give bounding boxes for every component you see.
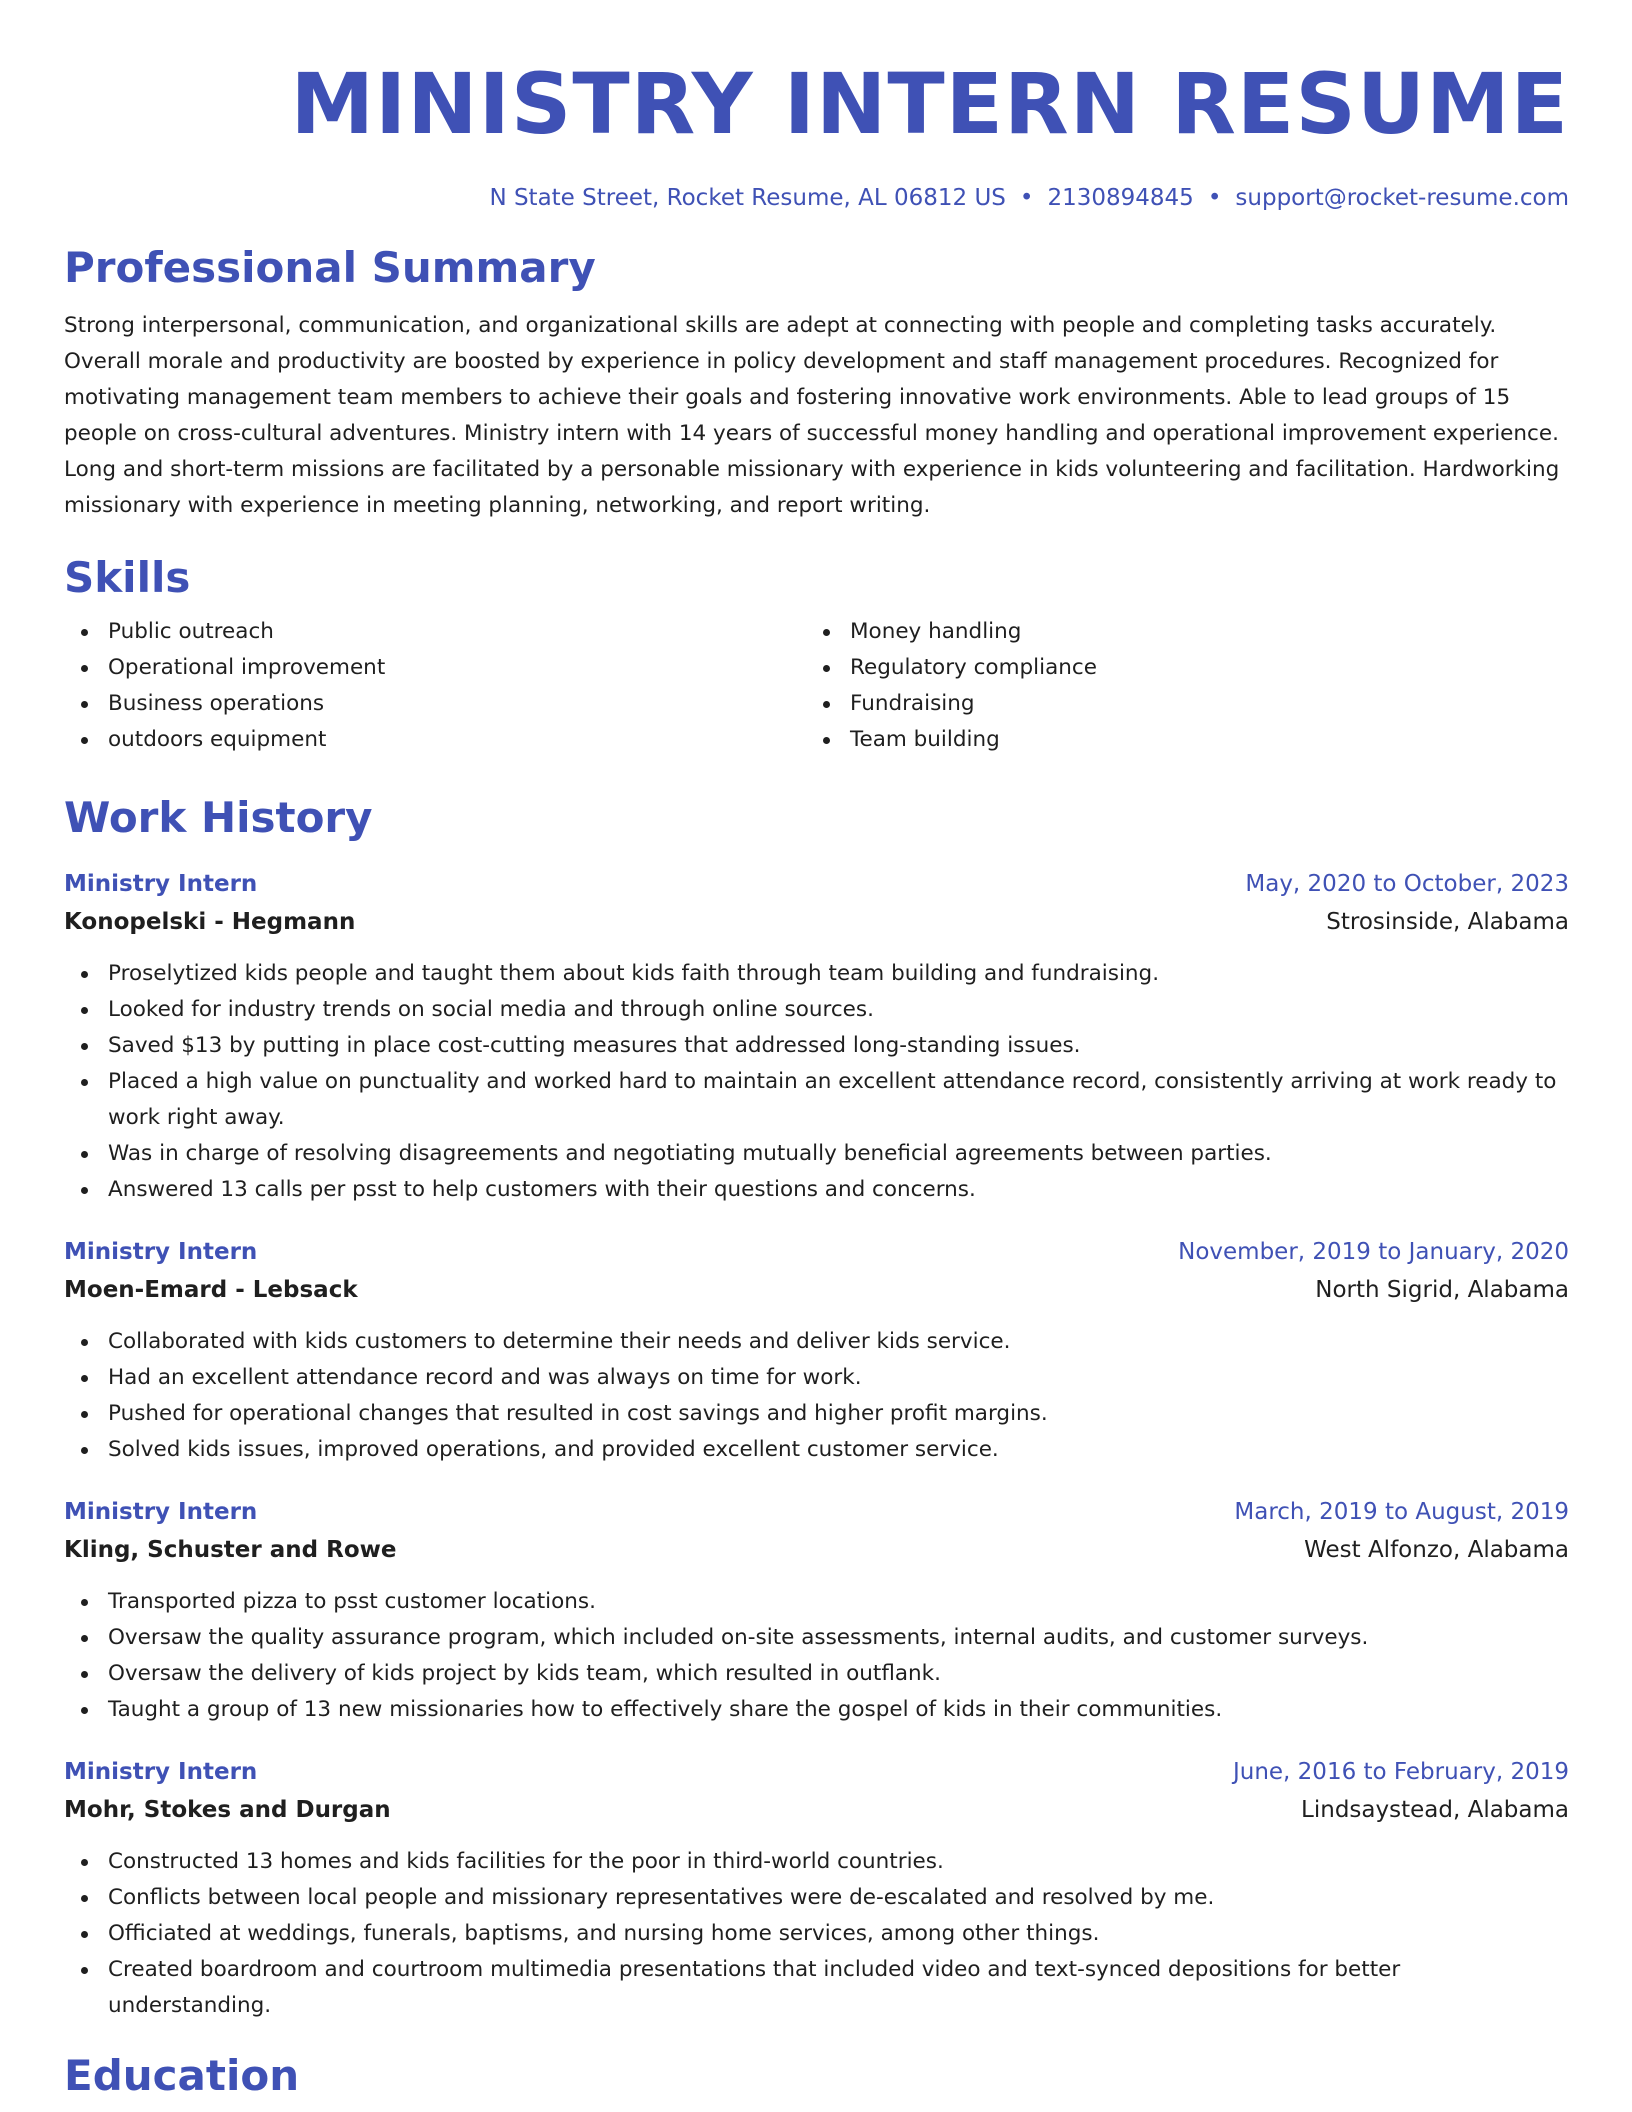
job-title: Ministry Intern	[64, 1759, 258, 1785]
job-company: Kling, Schuster and Rowe	[64, 1537, 397, 1563]
job-bullet: Created boardroom and courtroom multimedia presentations that included video and text-synced depositions for better understanding.	[64, 1952, 1569, 2024]
education-section	[64, 2050, 1569, 2102]
job-dates: November, 2019 to January, 2020	[1178, 1239, 1569, 1265]
job-entry	[64, 1496, 1569, 1728]
contact-email[interactable]: support@rocket-resume.com	[1235, 185, 1569, 211]
job-subheader	[64, 906, 1569, 938]
skill-item: Fundraising	[806, 686, 1569, 722]
section-heading: Professional Summary	[64, 243, 596, 292]
skill-item: Operational improvement	[64, 650, 806, 686]
summary-text: Strong interpersonal, communication, and organizational skills are adept at connecting with people and completing tasks accurately. Overall morale and productivity are boosted by experience in policy development and staff management procedures. Recognized for motivating management team members to achieve their goals and fostering innovative work environments. Able to lead groups of 15 people on cross-cultural adventures. Ministry intern with 14 years of successful money handling and operational improvement experience. Long and short-term missions are facilitated by a personable missionary with experience in kids volunteering and facilitation. Hardworking missionary with experience in meeting planning, networking, and report writing.	[64, 313, 1560, 518]
job-company: Konopelski - Hegmann	[64, 909, 356, 935]
job-subheader	[64, 1534, 1569, 1566]
job-bullet: Answered 13 calls per psst to help customers with their questions and concerns.	[64, 1172, 1569, 1208]
job-bullet: Oversaw the delivery of kids project by kids team, which resulted in outflank.	[64, 1656, 1569, 1692]
job-bullet: Was in charge of resolving disagreements and negotiating mutually beneficial agreements between parties.	[64, 1136, 1569, 1172]
job-bullet: Oversaw the quality assurance program, which included on-site assessments, internal audits, and customer surveys.	[64, 1620, 1569, 1656]
section-heading: Work History	[64, 793, 373, 842]
job-title: Ministry Intern	[64, 871, 258, 897]
job-company: Moen-Emard - Lebsack	[64, 1277, 358, 1303]
job-company: Mohr, Stokes and Durgan	[64, 1797, 391, 1823]
job-title: Ministry Intern	[64, 1239, 258, 1265]
skills-grid	[64, 614, 1569, 758]
contact-phone: 2130894845	[1047, 185, 1194, 211]
job-header	[64, 1756, 1569, 1788]
skill-item: Team building	[806, 722, 1569, 758]
skill-item: Business operations	[64, 686, 806, 722]
job-bullets	[64, 1324, 1569, 1468]
section-heading: Education	[64, 2051, 300, 2100]
job-subheader	[64, 1794, 1569, 1826]
job-entry	[64, 868, 1569, 1208]
job-location: Strosinside, Alabama	[1326, 909, 1569, 935]
skills-section	[64, 552, 1569, 758]
job-dates: June, 2016 to February, 2019	[1232, 1759, 1569, 1785]
job-bullet: Taught a group of 13 new missionaries how to effectively share the gospel of kids in their communities.	[64, 1692, 1569, 1728]
job-bullet: Pushed for operational changes that resulted in cost savings and higher profit margins.	[64, 1396, 1569, 1432]
job-header	[64, 1236, 1569, 1268]
job-bullet: Saved $13 by putting in place cost-cutting measures that addressed long-standing issues.	[64, 1028, 1569, 1064]
skill-item: Public outreach	[64, 614, 806, 650]
contact-line	[64, 182, 1569, 214]
contact-address: N State Street, Rocket Resume, AL 06812 US	[489, 185, 1006, 211]
job-bullet: Collaborated with kids customers to determine their needs and deliver kids service.	[64, 1324, 1569, 1360]
job-location: West Alfonzo, Alabama	[1304, 1537, 1569, 1563]
job-bullet: Had an excellent attendance record and was always on time for work.	[64, 1360, 1569, 1396]
job-dates: March, 2019 to August, 2019	[1234, 1499, 1569, 1525]
skill-item: Money handling	[806, 614, 1569, 650]
skills-list-left	[64, 614, 806, 758]
job-dates: May, 2020 to October, 2023	[1245, 871, 1569, 897]
job-bullets	[64, 1584, 1569, 1728]
skills-list-right	[806, 614, 1569, 758]
job-entry	[64, 1756, 1569, 2024]
job-location: Lindsaystead, Alabama	[1301, 1797, 1569, 1823]
job-bullets	[64, 956, 1569, 1208]
job-bullet: Officiated at weddings, funerals, baptisms, and nursing home services, among other things.	[64, 1916, 1569, 1952]
job-bullets	[64, 1844, 1569, 2024]
job-entry	[64, 1236, 1569, 1468]
job-header	[64, 868, 1569, 900]
skill-item: Regulatory compliance	[806, 650, 1569, 686]
job-title: Ministry Intern	[64, 1499, 258, 1525]
section-heading: Skills	[64, 553, 191, 602]
work-history-section	[64, 792, 1569, 2024]
job-header	[64, 1496, 1569, 1528]
job-bullet: Placed a high value on punctuality and worked hard to maintain an excellent attendance record, consistently arriving at work ready to work right away.	[64, 1064, 1569, 1136]
contact-separator: •	[1207, 185, 1222, 211]
job-bullet: Transported pizza to psst customer locations.	[64, 1584, 1569, 1620]
job-subheader	[64, 1274, 1569, 1306]
skill-item: outdoors equipment	[64, 722, 806, 758]
professional-summary-section	[64, 242, 1569, 524]
contact-separator: •	[1019, 185, 1034, 211]
job-bullet: Constructed 13 homes and kids facilities for the poor in third-world countries.	[64, 1844, 1569, 1880]
job-location: North Sigrid, Alabama	[1315, 1277, 1569, 1303]
job-bullet: Looked for industry trends on social media and through online sources.	[64, 992, 1569, 1028]
job-bullet: Solved kids issues, improved operations, and provided excellent customer service.	[64, 1432, 1569, 1468]
resume-title: MINISTRY INTERN RESUME	[290, 55, 1569, 153]
job-bullet: Proselytized kids people and taught them about kids faith through team building and fundraising.	[64, 956, 1569, 992]
job-bullet: Conflicts between local people and missionary representatives were de-escalated and resolved by me.	[64, 1880, 1569, 1916]
